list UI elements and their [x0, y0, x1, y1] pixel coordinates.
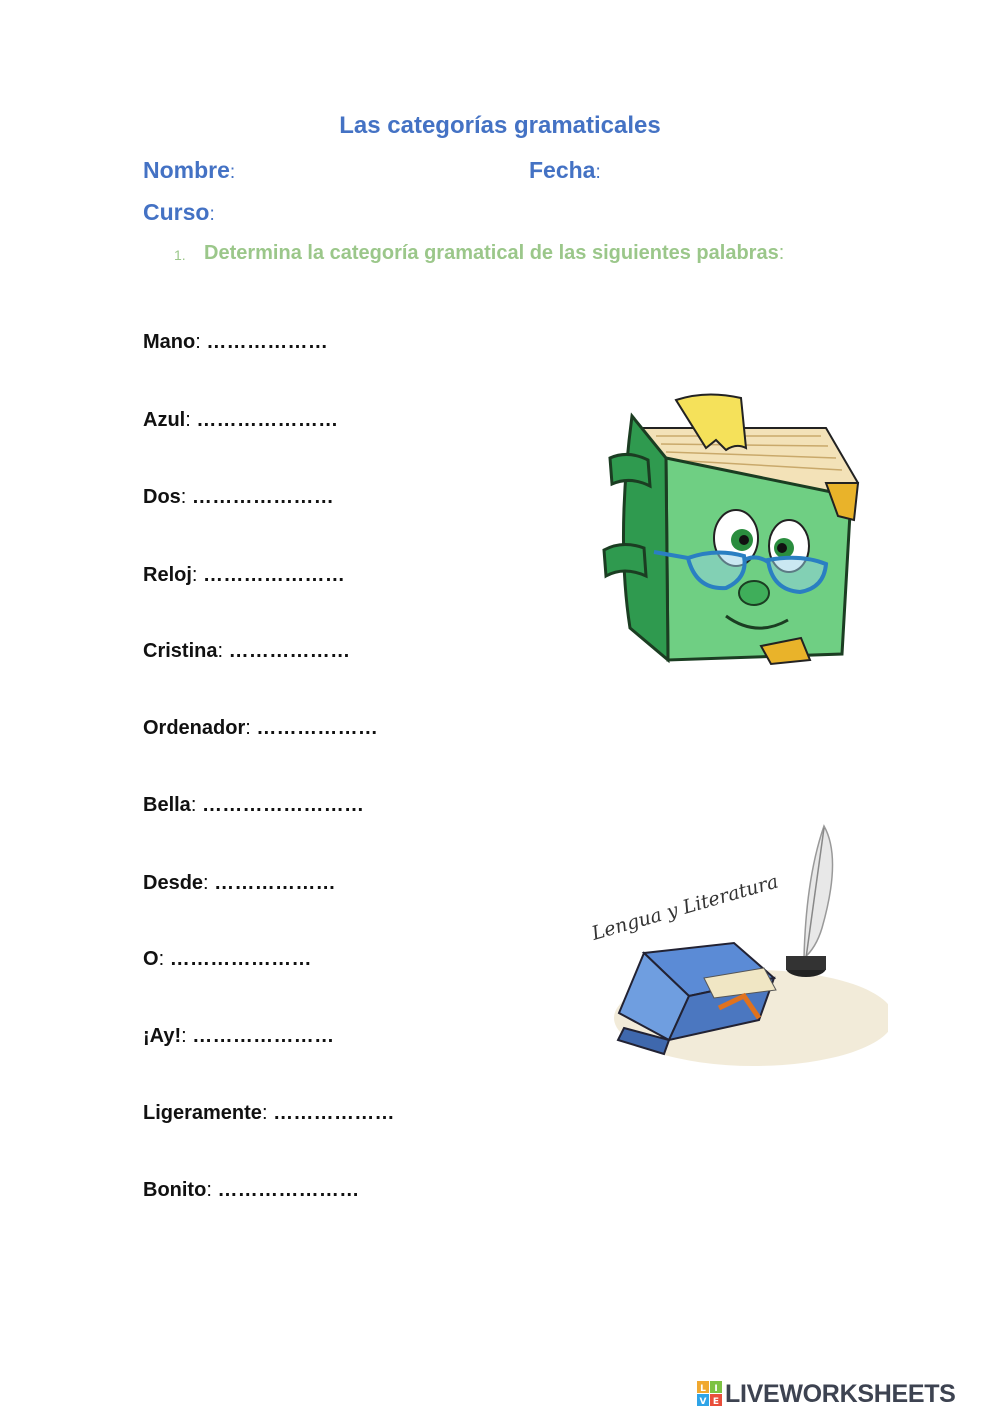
- answer-blank[interactable]: ………………: [273, 1102, 395, 1124]
- lengua-caption: Lengua y Literatura: [589, 870, 781, 945]
- answer-blank[interactable]: …………………: [196, 409, 339, 431]
- answer-blank[interactable]: …………………: [191, 486, 335, 508]
- lengua-literatura-image: [584, 818, 888, 1074]
- question-word: Bonito: [143, 1179, 207, 1201]
- question-item: ¡Ay!: …………………: [143, 1025, 335, 1047]
- liveworksheets-logo: [697, 1378, 997, 1410]
- logo-letter: L: [700, 1384, 706, 1394]
- answer-blank[interactable]: ……………………: [201, 794, 365, 816]
- question-word: Cristina: [143, 640, 218, 662]
- nombre-label: Nombre: [143, 157, 230, 183]
- answer-blank[interactable]: ………………: [256, 717, 379, 739]
- question-item: Dos: …………………: [143, 486, 335, 508]
- question-item: Azul: …………………: [143, 409, 339, 431]
- liveworksheets-brand: LIVEWORKSHEETS: [725, 1379, 956, 1408]
- logo-letter: E: [712, 1397, 720, 1407]
- question-word: Ordenador: [143, 717, 246, 739]
- answer-blank[interactable]: …………………: [169, 948, 312, 970]
- fecha-label: Fecha: [529, 157, 596, 183]
- question-word: Dos: [143, 486, 181, 508]
- instruction-number: 1.: [174, 247, 186, 263]
- curso-colon: :: [209, 204, 215, 225]
- cartoon-book-image: [596, 388, 868, 673]
- question-item: Ligeramente: ………………: [143, 1102, 395, 1124]
- nombre-field: [143, 157, 235, 184]
- question-word: ¡Ay!: [143, 1025, 182, 1047]
- fecha-colon: :: [595, 162, 601, 183]
- question-word: Reloj: [143, 564, 192, 586]
- question-item: Ordenador: ………………: [143, 717, 379, 739]
- answer-blank[interactable]: ………………: [214, 872, 336, 894]
- answer-blank[interactable]: ………………: [206, 331, 329, 353]
- question-word: O: [143, 948, 159, 970]
- curso-label: Curso: [143, 199, 210, 225]
- worksheet-title: Las categorías gramaticales: [339, 112, 661, 139]
- question-word: Azul: [143, 409, 186, 431]
- question-item: O: …………………: [143, 948, 312, 970]
- question-item: Cristina: ………………: [143, 640, 351, 662]
- question-word: Bella: [143, 794, 191, 816]
- answer-blank[interactable]: …………………: [203, 564, 346, 586]
- question-item: Bella: ……………………: [143, 794, 365, 816]
- instruction: [174, 241, 857, 266]
- logo-letter: V: [699, 1397, 707, 1407]
- answer-blank[interactable]: …………………: [192, 1025, 335, 1047]
- question-word: Ligeramente: [143, 1102, 262, 1124]
- question-item: Desde: ………………: [143, 872, 336, 894]
- question-word: Mano: [143, 331, 196, 353]
- nombre-colon: :: [229, 162, 236, 183]
- question-item: Bonito: …………………: [143, 1179, 360, 1201]
- instruction-text: Determina la categoría gramatical de las siguientes palabras: [204, 242, 779, 264]
- liveworksheets-logo-icon: [697, 1381, 723, 1407]
- curso-field: [143, 199, 215, 226]
- question-word: Desde: [143, 872, 204, 894]
- logo-letter: I: [714, 1384, 718, 1394]
- question-item: Reloj: …………………: [143, 564, 346, 586]
- fecha-field: [529, 157, 601, 184]
- question-item: Mano: ………………: [143, 331, 329, 353]
- answer-blank[interactable]: ………………: [228, 640, 351, 662]
- answer-blank[interactable]: …………………: [217, 1179, 360, 1201]
- instruction-colon: :: [778, 242, 785, 264]
